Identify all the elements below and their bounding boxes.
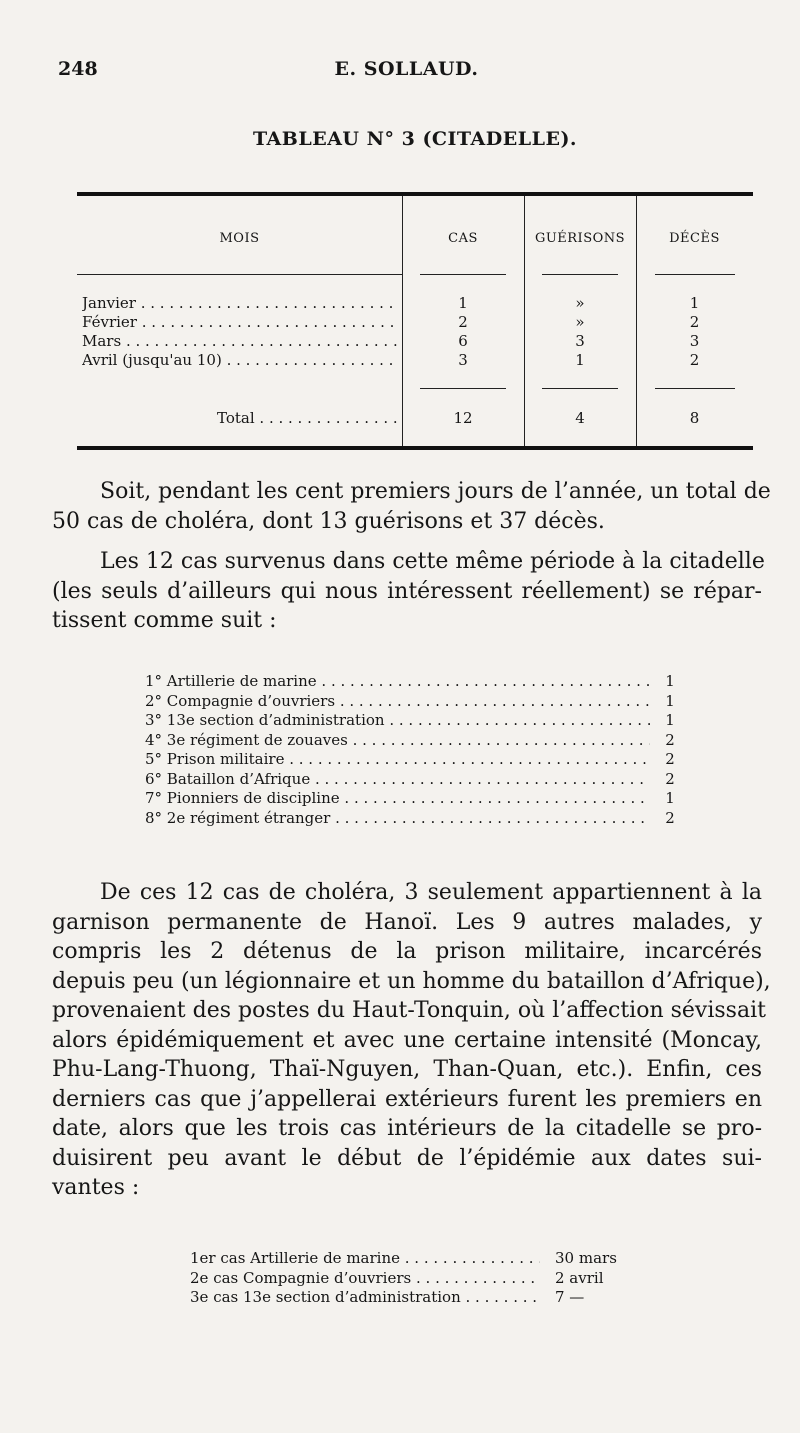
unit-label: 6° Bataillon d’Afrique . . . — [145, 770, 650, 788]
header-rule — [420, 274, 506, 275]
unit-label: 1° Artillerie de marine . . . — [145, 672, 650, 690]
text-line: derniers cas que j’appellerai extérieurs furent les premiers en — [52, 1086, 762, 1112]
text-line: Les 12 cas survenus dans cette même période à la citadelle — [100, 549, 765, 574]
unit-label: 3° 13e section d’administration . . . — [145, 711, 650, 729]
row-deces: 2 — [689, 351, 700, 369]
paragraph-summary — [52, 477, 771, 536]
list-item — [145, 750, 685, 770]
row-mois: Janvier . . . — [82, 294, 398, 312]
text-line: Phu-Lang-Thuong, Thaï-Nguyen, Than-Quan, etc.). Enfin, ces — [52, 1057, 762, 1082]
unit-count: 1 — [665, 711, 675, 729]
row-cas: 2 — [458, 313, 468, 331]
text-line: vantes : — [52, 1175, 140, 1200]
text-line: 50 cas de choléra, dont 13 guérisons et 37 décès. — [52, 508, 605, 534]
row-guerisons: 1 — [575, 351, 585, 369]
list-item — [145, 770, 685, 790]
case-date: 2 avril — [555, 1268, 604, 1287]
unit-label: 2° Compagnie d’ouvriers . . . — [145, 692, 650, 710]
row-cas: 1 — [458, 294, 468, 312]
row-cas: 6 — [458, 332, 468, 350]
paragraph-repartition — [52, 547, 765, 636]
text-line: alors épidémiquement et avec une certaine intensité (Moncay, — [52, 1027, 762, 1053]
text-line: date, alors que les trois cas intérieurs de la citadelle se pro- — [52, 1116, 762, 1141]
case-label: 2e cas Compagnie d’ouvriers . . . — [190, 1269, 540, 1287]
unit-count: 1 — [665, 691, 675, 710]
header-rule — [655, 274, 735, 275]
row-guerisons: 3 — [575, 332, 585, 350]
row-deces: 1 — [689, 294, 700, 312]
col-header-mois: MOIS — [219, 231, 260, 246]
unit-label: 4° 3e régiment de zouaves . . . — [145, 731, 650, 749]
table-row — [77, 294, 753, 313]
text-line: depuis peu (un légionnaire et un homme du bataillon d’Afrique), — [52, 968, 771, 994]
text-line: garnison permanente de Hanoï. Les 9 autres malades, y — [52, 909, 762, 935]
total-rule — [542, 388, 618, 389]
paragraph-analysis — [52, 878, 771, 1203]
total-rule — [655, 388, 735, 389]
list-item — [190, 1249, 660, 1269]
list-item — [145, 692, 685, 712]
list-item — [190, 1288, 660, 1308]
row-deces: 2 — [689, 313, 700, 331]
row-guerisons: » — [575, 313, 585, 331]
dates-list — [190, 1249, 660, 1308]
case-date: 7 — — [555, 1288, 585, 1306]
col-header-deces: DÉCÈS — [669, 231, 720, 246]
list-item — [145, 672, 685, 692]
total-label: Total . . . — [217, 409, 397, 427]
header-rule — [77, 274, 402, 275]
case-label: 3e cas 13e section d’administration . . . — [190, 1288, 540, 1306]
case-label: 1er cas Artillerie de marine . . . — [190, 1249, 540, 1267]
unit-label: 8° 2e régiment étranger . . . — [145, 809, 650, 827]
total-rule — [420, 388, 506, 389]
unit-label: 7° Pionniers de discipline . . . — [145, 789, 650, 807]
page-header — [58, 58, 755, 86]
table-row — [77, 313, 753, 332]
total-deces: 8 — [689, 409, 700, 427]
row-guerisons: » — [575, 294, 585, 312]
case-date: 30 mars — [555, 1249, 617, 1267]
page-number: 248 — [58, 58, 98, 80]
unit-count: 2 — [665, 750, 675, 768]
text-line: tissent comme suit : — [52, 608, 277, 633]
col-header-guerisons: GUÉRISONS — [534, 231, 626, 246]
units-list — [145, 672, 685, 828]
unit-count: 2 — [665, 769, 675, 788]
running-title: E. SOLLAUD. — [334, 58, 479, 80]
unit-count: 1 — [665, 789, 675, 807]
text-line: compris les 2 détenus de la prison militaire, incarcérés — [52, 939, 762, 964]
table-row — [77, 332, 753, 351]
cholera-table — [77, 192, 753, 450]
total-cas: 12 — [453, 409, 473, 427]
list-item — [145, 809, 685, 829]
unit-label: 5° Prison militaire . . . — [145, 750, 650, 768]
row-mois: Avril (jusqu'au 10) . . . — [82, 351, 398, 369]
table-row — [77, 351, 753, 370]
total-guerisons: 4 — [575, 409, 585, 427]
text-line: (les seuls d’ailleurs qui nous intéressent réellement) se répar- — [52, 578, 762, 604]
list-item — [145, 789, 685, 809]
unit-count: 2 — [665, 730, 675, 749]
table-title: TABLEAU N° 3 (CITADELLE). — [252, 128, 578, 150]
row-mois: Février . . . — [82, 313, 398, 331]
list-item — [145, 731, 685, 751]
header-rule — [542, 274, 618, 275]
total-row — [77, 409, 753, 428]
text-line: duisirent peu avant le début de l’épidémie aux dates sui- — [52, 1145, 762, 1171]
text-line: provenaient des postes du Haut-Tonquin, où l’affection sévissait — [52, 998, 766, 1023]
unit-count: 2 — [665, 808, 675, 827]
list-item — [190, 1269, 660, 1289]
list-item — [145, 711, 685, 731]
unit-count: 1 — [665, 672, 675, 690]
row-mois: Mars . . . — [82, 332, 398, 350]
row-deces: 3 — [689, 332, 700, 350]
text-line: Soit, pendant les cent premiers jours de l’année, un total de — [100, 479, 771, 504]
col-header-cas: CAS — [448, 231, 478, 246]
text-line: De ces 12 cas de choléra, 3 seulement appartiennent à la — [100, 880, 762, 905]
row-cas: 3 — [458, 351, 468, 369]
